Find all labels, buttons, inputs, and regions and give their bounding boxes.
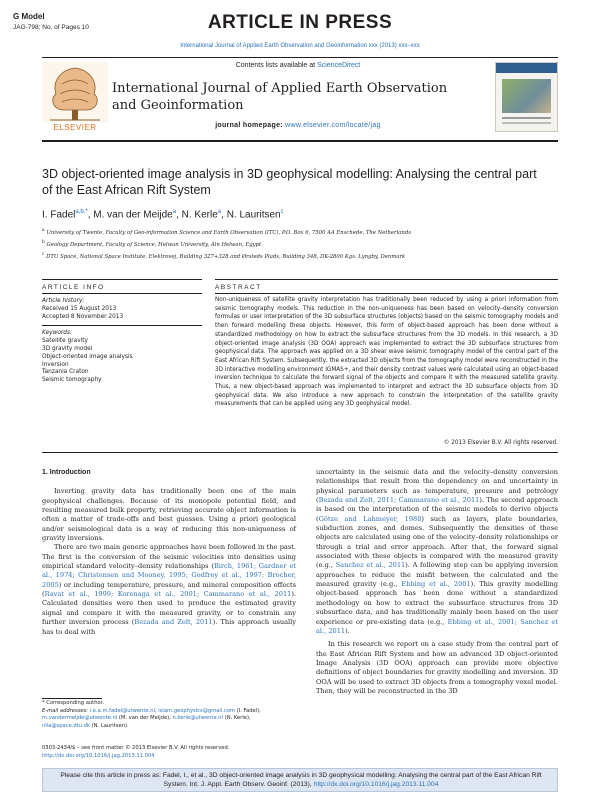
text: (I. Fadel), bbox=[235, 707, 261, 714]
keyword: 3D gravity model bbox=[42, 345, 93, 352]
copyright: © 2013 Elsevier B.V. All rights reserved. bbox=[443, 440, 558, 446]
affil-text: University of Twente, Faculty of Geo-information Science and Earth Observation (ITC), P.O. Box 6, 7500 AA Enschede, The Netherlands bbox=[46, 229, 411, 236]
homepage-label: journal homepage: bbox=[215, 122, 286, 129]
cite-doi-link[interactable]: http://dx.doi.org/10.1016/j.jag.2013.11.004 bbox=[313, 781, 439, 788]
abstract-heading: ABSTRACT bbox=[215, 284, 262, 291]
cover-lines bbox=[502, 117, 551, 119]
email-link[interactable]: i.e.a.m.fadel@utwente.nl bbox=[89, 707, 155, 714]
citation-link[interactable]: Sanchez et al., 2011 bbox=[335, 561, 406, 570]
abstract-rule bbox=[215, 293, 558, 294]
article-title: 3D object-oriented image analysis in 3D geophysical modelling: Analysing the central part of the East African Rift System bbox=[42, 167, 537, 197]
citation-link[interactable]: Ravat et al., 1999; Korenaga et al., 2001; Cammarano et al., 2011 bbox=[44, 590, 292, 599]
paragraph: In this research we report on a case study from the central part of the East African Rift System and how an advanced 3D object-oriented Image Analysis (3D OOA) approach can provide more objective definitions of object boundaries for gravity modelling and inversion. 3D OOA will be used to extract 3D objects from a tomography voxel model. Then, they will be reconstructed in the 3D bbox=[316, 640, 558, 695]
article-in-press-banner: ARTICLE IN PRESS bbox=[207, 12, 393, 33]
affiliation bbox=[42, 250, 562, 262]
manuscript-number: JAG-798; No. of Pages 10 bbox=[13, 24, 89, 31]
keyword: Tanzania Craton bbox=[42, 369, 89, 376]
paragraph: Inverting gravity data has traditionally been one of the main geophysical challenges. Because of its monopole potential field, and resulting measured bulk property, retrieving accurate object information is often a matter of trade-offs and best guesses. Using a priori geological and/or seismological data is a way of reducing this non-uniqueness of gravity inversions. bbox=[42, 487, 296, 543]
citation-link[interactable]: Bezada and Zelt, 2011; Cammarano et al., 2011 bbox=[318, 496, 480, 505]
contents-prefix: Contents lists available at bbox=[235, 62, 318, 69]
email-label: E-mail addresses: bbox=[42, 707, 90, 714]
article-info-rule-top bbox=[42, 279, 202, 280]
author-name[interactable]: I. Fadel bbox=[42, 209, 76, 221]
text: , bbox=[154, 707, 159, 714]
elsevier-publisher-name: ELSEVIER bbox=[53, 123, 97, 132]
affil-text: DTU Space, National Space Institute, Elektrovej, Building 327+328 and Ørsteds Plads, Building 348, DK-2800 Kgs. Lyngby, Denmark bbox=[46, 253, 406, 260]
paragraph bbox=[42, 543, 296, 636]
keyword: Seismic tomography bbox=[42, 377, 102, 384]
abstract-text: Non-uniqueness of satellite gravity interpretation has traditionally been reduced by using a priori information from seismic tomography models. This reduction in the non-uniqueness has been based on velocity–density conversion formulas or user interpretation of the 3D subsurface structures (objects) based on the seismic tomography models and then forward modelling these objects. However, this form of object-based approach has been done without a standardized methodology on how to extract the subsurface structures from the 3D models. In this research, a 3D object-oriented image analysis (3D OOA) approach was implemented to extract the 3D subsurface structures from geophysical data. The approach was applied on a 3D shear wave seismic tomography model of the central part of the East African Rift System. Subsequently, the extracted 3D objects from the tomography model were reconstructed in the 3D interactive modelling environment IGMAS+, and their density contrast values were calculated using an object-based inversion technique to calculate the forward signal of the objects and compare it with the measured satellite gravity. Thus, a new object-based approach was implemented to interpret and extract the 3D subsurface objects from 3D geophysical data. We also introduce a new approach to constrain the interpretation of the satellite gravity measurements that can be applied using any 3D geophysical model. bbox=[215, 297, 558, 408]
affil-mark: b bbox=[42, 239, 45, 245]
author-affil-mark[interactable]: a bbox=[217, 209, 222, 215]
text: ). This gravity modelling object-based approach has been done without a standardized methodology on how to extract the subsurface structures from 3D subsurface data, and has traditionally mainly been based on the user experience or pre-existing data (e.g., bbox=[316, 580, 558, 626]
sciencedirect-link[interactable]: ScienceDirect bbox=[317, 62, 361, 69]
keyword: Satellite gravity bbox=[42, 338, 88, 345]
abstract-rule-top bbox=[215, 279, 558, 280]
contents-list-line bbox=[108, 62, 488, 75]
history-label: Article history: bbox=[42, 298, 85, 304]
email-addresses bbox=[42, 708, 296, 731]
text: ). The second approach is based on the interpretation of the seismic models to derive objects ( bbox=[316, 496, 558, 523]
affiliations bbox=[42, 226, 562, 261]
section-heading: 1. Introduction bbox=[42, 469, 91, 476]
author-affil-mark[interactable]: a,b,* bbox=[75, 209, 88, 215]
keywords-label: Keywords: bbox=[42, 330, 72, 337]
cite-text bbox=[48, 771, 554, 789]
text: ) or including temperature, pressure, and mineral composition effects ( bbox=[42, 580, 296, 599]
citation-link[interactable]: Ebbing et al., 2001 bbox=[401, 580, 471, 589]
journal-cover-thumbnail bbox=[495, 62, 558, 132]
text: (N. Lauritsen). bbox=[89, 722, 129, 729]
cite-prefix: Please cite this article in press as: Fadel, I., et al., 3D object-oriented image analysis in 3D geophysical modelling: Analysing the central part of the East African Rift System. Int. J. Appl. Earth Observ. Geoinf. (2013), bbox=[60, 772, 542, 788]
text: There are two main generic approaches have been followed in the past. The first is the conversion of the seismic velocities into densities using empirical standard velocity–density relationships ( bbox=[42, 543, 296, 571]
affiliation bbox=[42, 238, 562, 250]
paragraph bbox=[316, 468, 558, 636]
issn-block bbox=[42, 745, 342, 760]
corresponding-author-note: * Corresponding author. bbox=[42, 700, 104, 706]
accepted-date: Accepted 8 November 2013 bbox=[42, 313, 124, 320]
citation-link[interactable]: Götze and Lahmeyer, 1988 bbox=[318, 514, 422, 523]
elsevier-tree-logo-icon bbox=[42, 62, 108, 132]
email-link[interactable]: n.kerle@utwente.nl bbox=[172, 715, 224, 722]
footnotes bbox=[42, 700, 296, 730]
author-name[interactable]: N. Lauritsen bbox=[226, 209, 281, 221]
text: ). This approach usually has to deal with bbox=[42, 618, 296, 636]
cover-band bbox=[496, 63, 557, 73]
info-divider bbox=[42, 324, 202, 326]
doi-link[interactable]: http://dx.doi.org/10.1016/j.jag.2013.11.004 bbox=[42, 752, 155, 759]
homepage-link[interactable]: www.elsevier.com/locate/jag bbox=[285, 122, 381, 129]
body-column-left bbox=[42, 468, 296, 637]
text: uncertainty in the seismic data and the velocity–density conversion relationships that result from the dependency on and uncertainty in physical parameters such as temperature, pressure and petrology ( bbox=[316, 468, 558, 505]
author-list: I. Fadel$^{a,b,*}$, M. van der Meijde$^a$, N. Kerle$^a$, N. Lauritsen$^c$ bbox=[42, 209, 284, 221]
affil-mark: c bbox=[42, 251, 45, 257]
body-column-right bbox=[316, 468, 558, 696]
affil-mark: a bbox=[42, 228, 45, 233]
author-name[interactable]: N. Kerle bbox=[181, 209, 218, 221]
citation-link[interactable]: Birch, 1961; Gardner et al., 1974; Christensen and Mooney, 1995; Godfrey et al., 1997; Brocher, 2005 bbox=[42, 562, 296, 589]
email-link[interactable]: islam.geophysics@gmail.com bbox=[158, 707, 236, 714]
g-model-label: G Model bbox=[13, 12, 45, 21]
author-affil-mark[interactable]: a bbox=[172, 209, 177, 215]
received-date: Received 15 August 2013 bbox=[42, 305, 117, 312]
abstract-rule-bottom bbox=[42, 452, 558, 453]
author-affil-mark[interactable]: c bbox=[280, 209, 284, 215]
text: ). A following step can be applying inversion approaches to reduce the misfit between the calculated and the measured gravity (e.g., bbox=[316, 561, 558, 589]
text: (M. van der Meijde), bbox=[117, 715, 173, 722]
citation-link[interactable]: Bezada and Zelt, 2011 bbox=[134, 618, 213, 627]
text: ) such as layers, plate boundaries, subduction zones, and domes. Subsequently the densities of these objects are calculated using one of the velocity–density relationships or through a trial and error approach. After that, the forward signal associated with these objects is compared with the measured gravity (e.g., bbox=[316, 514, 558, 570]
footnote-rule bbox=[42, 698, 102, 699]
journal-reference[interactable]: International Journal of Applied Earth Observation and Geoinformation xxx (2013) xxx–xxx bbox=[180, 43, 420, 49]
journal-homepage-line bbox=[108, 122, 488, 129]
keyword: Object-oriented image analysis bbox=[42, 353, 133, 360]
text: ). bbox=[345, 626, 350, 635]
text: (N. Kerle), bbox=[223, 715, 251, 722]
affiliation bbox=[42, 226, 562, 238]
affil-text: Geology Department, Faculty of Science, Helwan University, Ain Helwan, Egypt bbox=[46, 241, 262, 248]
text: ). Calculated densities were then used to produce the estimated gravity signal and compare it with the measured gravity, or to constrain any further inversion process ( bbox=[42, 590, 296, 627]
journal-title: International Journal of Applied Earth Observation and Geoinformation bbox=[112, 81, 448, 113]
email-link[interactable]: nila@space.dtu.dk bbox=[42, 722, 90, 729]
keyword: Inversion bbox=[42, 361, 69, 368]
article-info-rule bbox=[42, 293, 202, 294]
cover-image bbox=[502, 79, 551, 113]
article-info bbox=[42, 298, 202, 385]
article-info-heading: ARTICLE INFO bbox=[42, 284, 105, 291]
issn-line: 0303-2434/$ – see front matter © 2013 Elsevier B.V. All rights reserved. bbox=[42, 745, 230, 751]
email-link[interactable]: m.vandermeijde@utwente.nl bbox=[42, 715, 118, 722]
author-name[interactable]: M. van der Meijde bbox=[93, 209, 173, 221]
header-divider bbox=[42, 140, 558, 142]
citation-link[interactable]: Ebbing et al., 2001; Sanchez et al., 2011 bbox=[316, 617, 558, 635]
